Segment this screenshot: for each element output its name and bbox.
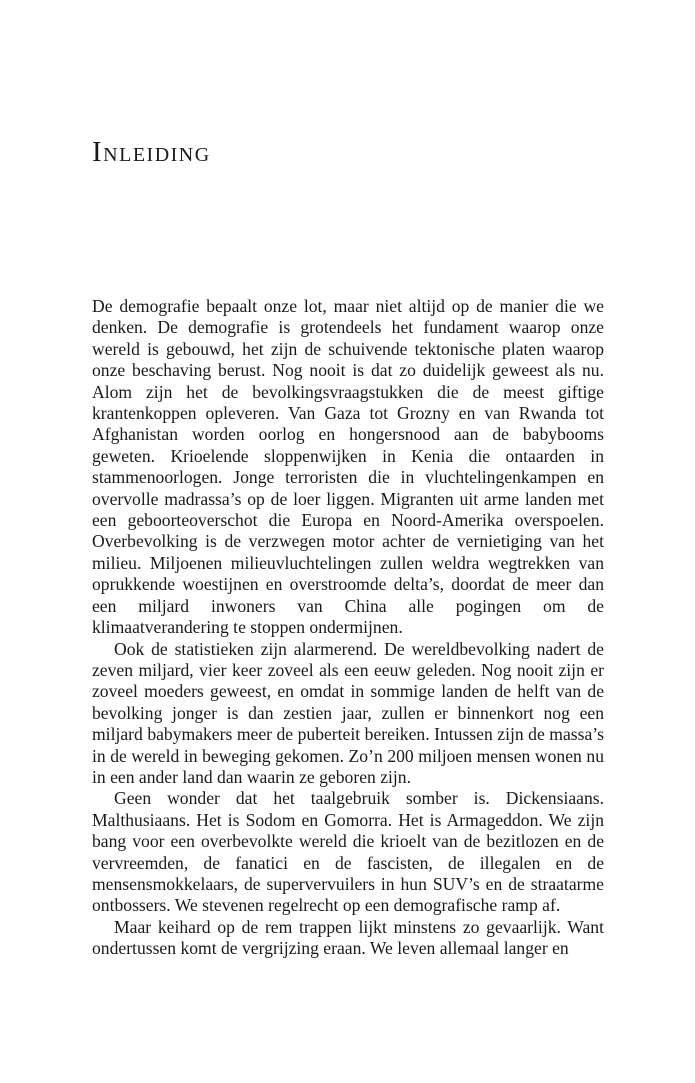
body-text	[92, 296, 604, 960]
chapter-title: Inleiding	[92, 136, 211, 168]
paragraph: Ook de statistieken zijn alarmerend. De wereldbevolking nadert de zeven miljard, vier keer zoveel als een eeuw geleden. Nog nooit zijn er zoveel moeders geweest, en omdat in sommige landen de helft van de bevolking jonger is dan zestien jaar, zullen er binnenkort nog een miljard babymakers meer de puberteit bereiken. Intussen zijn de massa’s in de wereld in beweging gekomen. Zo’n 200 miljoen mensen wonen nu in een ander land dan waarin ze geboren zijn.	[92, 638, 604, 787]
paragraph: De demografie bepaalt onze lot, maar niet altijd op de manier die we denken. De demografie is grotendeels het fundament waarop onze wereld is gebouwd, het zijn de schuivende tektonische platen waarop onze beschaving berust. Nog nooit is dat zo duidelijk geweest als nu. Alom zijn het de bevolkingsvraagstukken die de meest giftige krantenkoppen opleveren. Van Gaza tot Grozny en van Rwanda tot Afghanistan worden oorlog en hongersnood aan de babybooms geweten. Krioelende sloppenwijken in Kenia die ontaarden in stammenoorlogen. Jonge terroristen die in vluchtelingenkampen en overvolle madrassa’s op de loer liggen. Migranten uit arme landen met een geboorteoverschot die Europa en Noord-Amerika overspoelen. Overbevolking is de verzwegen motor achter de vernietiging van het milieu. Miljoenen milieuvluchtelingen zullen weldra wegtrekken van oprukkende woestijnen en overstroomde delta’s, doordat de meer dan een miljard inwoners van China alle pogingen om de klimaatverandering te stoppen ondermijnen.	[92, 296, 604, 638]
paragraph: Geen wonder dat het taalgebruik somber is. Dickensiaans. Malthusiaans. Het is Sodom en Gomorra. Het is Armageddon. We zijn bang voor een overbevolkte wereld die krioelt van de bezitlozen en de vervreemden, de fanatici en de fascisten, de illegalen en de mensensmokkelaars, de supervervuilers in hun SUV’s en de straatarme ontbossers. We stevenen regelrecht op een demografische ramp af.	[92, 788, 604, 916]
paragraph: Maar keihard op de rem trappen lijkt minstens zo gevaarlijk. Want ondertussen komt de vergrijzing eraan. We leven allemaal langer en	[92, 916, 604, 959]
